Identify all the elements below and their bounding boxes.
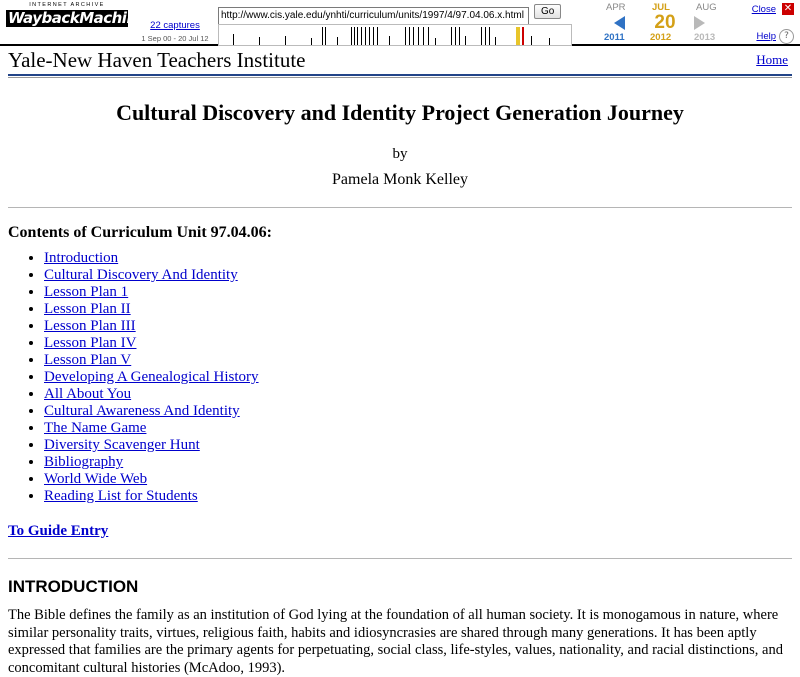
list-item: [44, 352, 792, 369]
home-link[interactable]: Home: [756, 52, 788, 67]
wayback-logo[interactable]: [6, 2, 147, 27]
list-item: [44, 267, 792, 284]
internet-archive-label: INTERNET ARCHIVE: [29, 2, 105, 8]
wayback-machine-label: WaybackMachine: [8, 8, 147, 27]
toc-link[interactable]: Lesson Plan II: [44, 301, 131, 317]
month-current: JUL: [652, 2, 670, 13]
capture-timeline[interactable]: [218, 24, 572, 46]
wayback-toolbar: [0, 0, 800, 46]
toc-link[interactable]: All About You: [44, 386, 132, 402]
author-name: Pamela Monk Kelley: [332, 171, 468, 188]
list-item: [44, 488, 792, 505]
question-mark-icon[interactable]: ?: [779, 29, 794, 44]
capture-date-selector[interactable]: [600, 2, 730, 44]
close-toolbar-link[interactable]: Close: [751, 4, 776, 15]
toc-link[interactable]: Lesson Plan III: [44, 318, 136, 334]
content-divider-bottom: [8, 558, 792, 559]
toc-link[interactable]: Cultural Discovery And Identity: [44, 267, 238, 283]
list-item: [44, 250, 792, 267]
go-button[interactable]: Go: [534, 4, 561, 19]
guide-entry: [8, 523, 792, 540]
toc-link[interactable]: The Name Game: [44, 420, 147, 436]
captures-count-link[interactable]: 22 captures: [150, 20, 200, 31]
content-divider-top: [8, 207, 792, 208]
by-label: by: [392, 146, 408, 162]
list-item: [44, 318, 792, 335]
header-divider-secondary: [8, 77, 792, 78]
year-current: 2012: [650, 32, 672, 43]
header-divider: [8, 74, 792, 76]
table-of-contents: [8, 250, 792, 505]
toc-link[interactable]: Lesson Plan V: [44, 352, 132, 368]
document-body: [0, 100, 800, 677]
list-item: [44, 403, 792, 420]
intro-paragraph: The Bible defines the family as an institution of God lying at the foundation of all human society. It is monogamous in nature, where similar personality traits, virtues, religious faith, habits and idiosyncrasies are shared through many generations. It has been aptly expressed that families are the primary agents for perpetuating, social class, life-styles, values, nationality, and racial distinctions, and concomitant cultural histories (McAdoo, 1993).: [8, 607, 783, 676]
toc-link[interactable]: World Wide Web: [44, 471, 148, 487]
list-item: [44, 386, 792, 403]
toc-link[interactable]: Bibliography: [44, 454, 124, 470]
month-next[interactable]: AUG: [696, 2, 717, 13]
captures-info: [135, 20, 215, 43]
previous-capture-arrow-icon[interactable]: [614, 16, 625, 30]
page-title: Cultural Discovery and Identity Project Generation Journey: [116, 100, 684, 125]
close-icon[interactable]: ✕: [783, 3, 793, 14]
help-link[interactable]: Help: [756, 31, 776, 42]
site-header: [0, 46, 800, 72]
list-item: [44, 437, 792, 454]
month-previous[interactable]: APR: [606, 2, 626, 13]
url-input-wrapper: [218, 5, 529, 25]
captures-date-range: 1 Sep 00 - 20 Jul 12: [141, 34, 209, 43]
toc-link[interactable]: Developing A Genealogical History: [44, 369, 259, 385]
next-capture-arrow-icon: [694, 16, 705, 30]
toc-link[interactable]: Reading List for Students: [44, 488, 198, 504]
guide-entry-link[interactable]: To Guide Entry: [8, 523, 109, 539]
year-row: [600, 32, 730, 44]
toc-link[interactable]: Cultural Awareness And Identity: [44, 403, 240, 419]
site-title: Yale-New Haven Teachers Institute: [8, 48, 306, 72]
toc-link[interactable]: Lesson Plan IV: [44, 335, 137, 351]
toc-link[interactable]: Lesson Plan 1: [44, 284, 129, 300]
section-heading: INTRODUCTION: [8, 577, 139, 596]
list-item: [44, 335, 792, 352]
url-input[interactable]: [218, 7, 529, 25]
capture-day: 20: [654, 12, 676, 33]
year-previous[interactable]: 2011: [604, 32, 625, 43]
toc-link[interactable]: Introduction: [44, 250, 119, 266]
contents-heading: Contents of Curriculum Unit 97.04.06:: [8, 224, 272, 241]
list-item: [44, 471, 792, 488]
list-item: [44, 301, 792, 318]
list-item: [44, 454, 792, 471]
year-next: 2013: [694, 32, 716, 43]
list-item: [44, 284, 792, 301]
list-item: [44, 369, 792, 386]
toc-link[interactable]: Diversity Scavenger Hunt: [44, 437, 200, 453]
list-item: [44, 420, 792, 437]
